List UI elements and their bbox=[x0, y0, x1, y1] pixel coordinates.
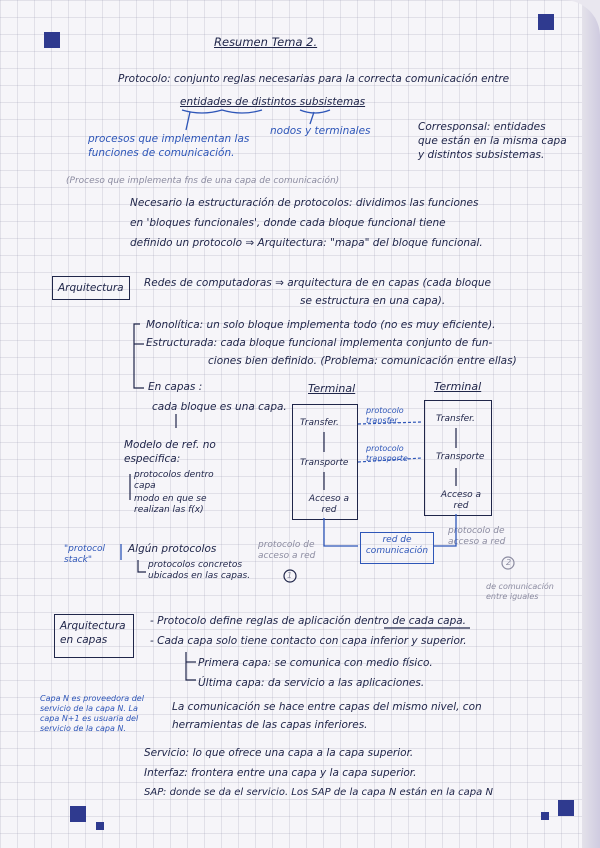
section1-line-1: Redes de computadoras ⇒ arquitectura de en capas (cada bloque bbox=[144, 277, 491, 289]
network-arrow-right bbox=[434, 514, 456, 546]
intro-note-mid: nodos y terminales bbox=[270, 125, 371, 137]
intro-note-left: procesos que implementan las funciones de comunicación. bbox=[88, 133, 250, 159]
intro-line-1: Protocolo: conjunto reglas necesarias para la correcta comunicación entre bbox=[118, 73, 510, 85]
monolitica-line: Monolítica: un solo bloque implementa todo (no es muy eficiente). bbox=[146, 319, 496, 331]
intro-line-2: entidades de distintos subsistemas bbox=[180, 96, 366, 108]
structure-line-1: Necesario la estructuración de protocolos: dividimos las funciones bbox=[130, 197, 479, 209]
bracket-architectures bbox=[134, 324, 144, 388]
en-capas-label: En capas : bbox=[148, 381, 203, 393]
section2-line-4: herramientas de las capas inferiores. bbox=[172, 719, 368, 731]
section-arquitectura-capas-label: Arquitectura en capas bbox=[60, 620, 126, 646]
marker-circle-2 bbox=[502, 557, 514, 569]
arrow-to-nodos bbox=[310, 112, 314, 124]
dashed-link-transfer bbox=[358, 422, 422, 424]
cada-bloque-line: cada bloque es una capa. bbox=[152, 401, 287, 413]
bracket-section2 bbox=[186, 652, 196, 680]
diagram-marker-1: 1 bbox=[287, 571, 293, 580]
marker-circle-1 bbox=[284, 570, 296, 582]
estructurada-line-1: Estructurada: cada bloque funcional implementa conjunto de fun- bbox=[146, 337, 493, 349]
left-layer-access: Acceso a red bbox=[308, 494, 350, 515]
arrow-to-procesos bbox=[186, 112, 190, 130]
right-layer-access: Acceso a red bbox=[440, 490, 482, 511]
terminal-right-label: Terminal bbox=[434, 380, 482, 393]
section2-line-3: La comunicación se hace entre capas del mismo nivel, con bbox=[172, 701, 482, 713]
protocolos-concretos-line: protocolos concretos ubicados en las capas. bbox=[148, 560, 251, 581]
link-protocol-transfer: protocolo transfer. bbox=[366, 406, 404, 425]
page-title: Resumen Tema 2. bbox=[214, 35, 318, 49]
protocol-stack-note: "protocol stack" bbox=[64, 544, 106, 565]
modelo-item-1: protocolos dentro capa bbox=[134, 470, 214, 491]
definition-servicio: Servicio: lo que ofrece una capa a la capa superior. bbox=[144, 747, 414, 759]
bracket-algun bbox=[138, 560, 146, 572]
section2-top-note: de comunicación entre iguales bbox=[486, 582, 554, 601]
brace-subsistemas bbox=[300, 110, 330, 113]
diagram-note-left: protocolo de acceso a red bbox=[258, 540, 316, 561]
primera-capa-line: Primera capa: se comunica con medio físico. bbox=[198, 657, 433, 669]
right-layer-transfer: Transfer. bbox=[436, 414, 475, 424]
right-layer-transport: Transporte bbox=[436, 452, 485, 462]
network-label: red de comunicación bbox=[365, 535, 429, 556]
section2-line-1: - Protocolo define reglas de aplicación dentro de cada capa. bbox=[150, 615, 467, 627]
section-arquitectura-label: Arquitectura bbox=[58, 282, 124, 294]
network-arrow-left bbox=[324, 518, 358, 546]
left-layer-transport: Transporte bbox=[300, 458, 349, 468]
link-protocol-transport: protocolo transporte bbox=[366, 444, 408, 463]
section2-side-note: Capa N es proveedora del servicio de la capa N. La capa N+1 es usuaria del servicio de la capa N. bbox=[40, 694, 144, 733]
intro-note-right: Corresponsal: entidades que están en la misma capa y distintos subsistemas. bbox=[418, 121, 567, 161]
structure-line-3: definido un protocolo ⇒ Arquitectura: "mapa" del bloque funcional. bbox=[130, 237, 483, 249]
terminal-left-label: Terminal bbox=[308, 382, 356, 395]
estructurada-line-2: ciones bien definido. (Problema: comunicación entre ellas) bbox=[208, 355, 517, 367]
diagram-marker-2: 2 bbox=[506, 558, 512, 567]
modelo-ref-line: Modelo de ref. no especifica: bbox=[124, 439, 216, 465]
section2-line-2: - Cada capa solo tiene contacto con capa inferior y superior. bbox=[150, 635, 467, 647]
definition-interfaz: Interfaz: frontera entre una capa y la capa superior. bbox=[144, 767, 417, 779]
diagram-note-right: protocolo de acceso a red bbox=[448, 526, 506, 547]
structure-line-2: en 'bloques funcionales', donde cada bloque funcional tiene bbox=[130, 217, 446, 229]
left-layer-transfer: Transfer. bbox=[300, 418, 339, 428]
definition-sap: SAP: donde se da el servicio. Los SAP de la capa N están en la capa N bbox=[144, 787, 493, 798]
intro-note-gray: (Proceso que implementa fns de una capa de comunicación) bbox=[66, 176, 340, 186]
section1-line-2: se estructura en una capa). bbox=[300, 295, 446, 307]
brace-entidades bbox=[182, 110, 262, 113]
ultima-capa-line: Última capa: da servicio a las aplicaciones. bbox=[198, 677, 425, 689]
dashed-link-transport bbox=[358, 458, 422, 462]
algun-protocolos-line: Algún protocolos bbox=[128, 543, 217, 555]
modelo-item-2: modo en que se realizan las f(x) bbox=[134, 494, 207, 515]
